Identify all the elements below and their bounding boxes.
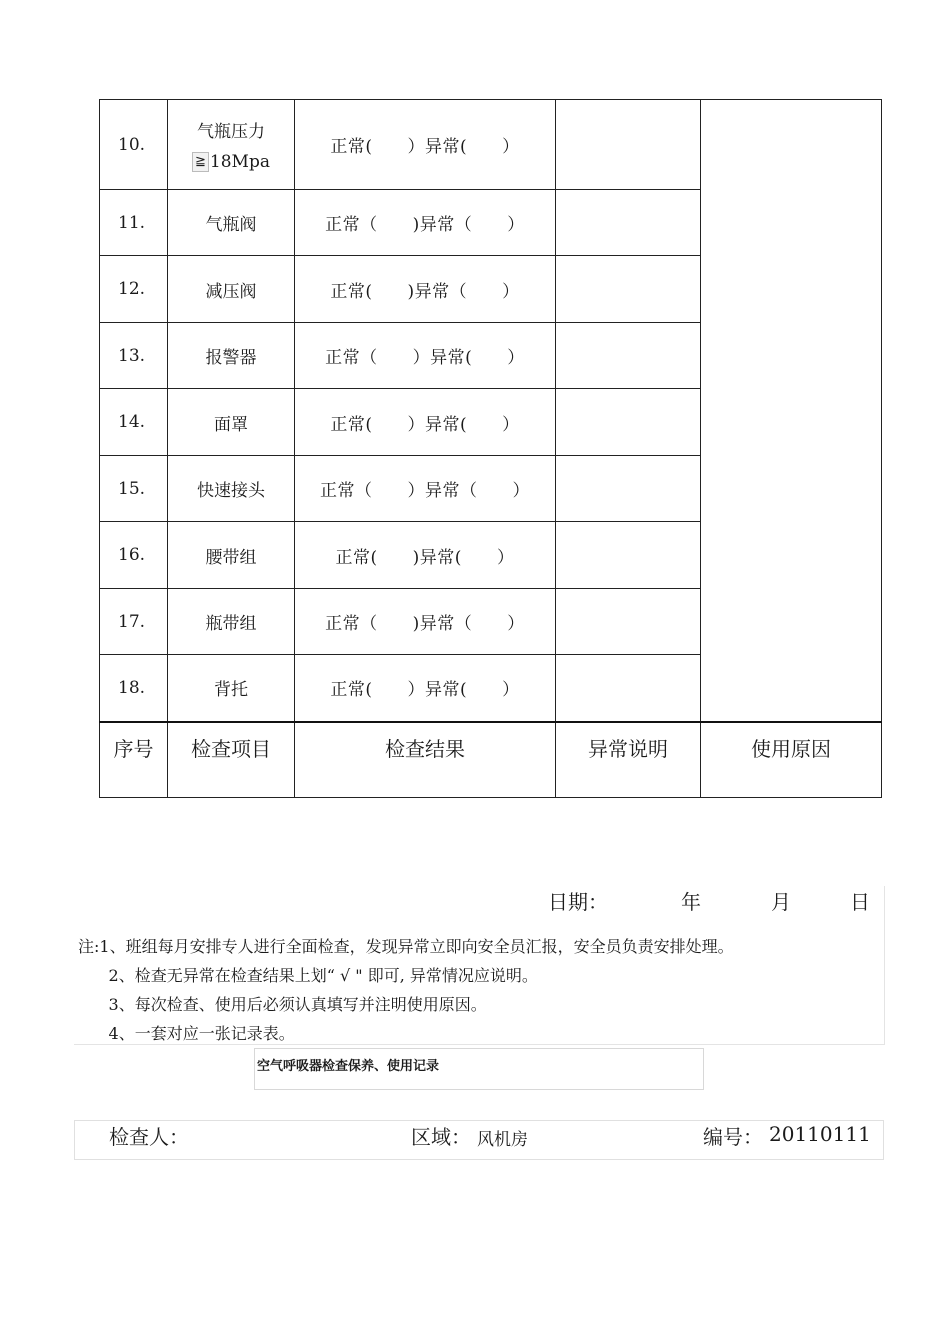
note-line: 3、每次检查、使用后必须认真填写并注明使用原因。	[78, 995, 487, 1014]
item-line1: 气瓶压力	[197, 121, 265, 142]
row-result[interactable]: 正常（ )异常（ ）	[295, 190, 556, 256]
row-abnormal-note[interactable]	[556, 323, 701, 389]
row-number: 11.	[100, 190, 168, 256]
row-item: 背托	[168, 655, 295, 722]
caption-box	[254, 1048, 704, 1090]
row-item: 气瓶阀	[168, 190, 295, 256]
row-number: 17.	[100, 589, 168, 655]
pressure-value: 18Mpa	[209, 151, 270, 172]
row-item: 快速接头	[168, 456, 295, 522]
date-label: 日期：	[548, 890, 608, 914]
row-abnormal-note[interactable]	[556, 522, 701, 589]
row-abnormal-note[interactable]	[556, 589, 701, 655]
row-result[interactable]: 正常( )异常（ ）	[295, 256, 556, 323]
note-line: 4、一套对应一张记录表。	[78, 1024, 295, 1043]
row-item: 瓶带组	[168, 589, 295, 655]
inspector-label: 检查人：	[109, 1125, 189, 1149]
notes	[78, 932, 734, 1048]
row-number: 13.	[100, 323, 168, 389]
row-abnormal-note[interactable]	[556, 190, 701, 256]
number-label: 编号：	[703, 1125, 763, 1149]
date-month: 月	[771, 890, 791, 914]
row-number: 16.	[100, 522, 168, 589]
row-result[interactable]: 正常( ）异常( ）	[295, 100, 556, 190]
table-header-row	[100, 722, 882, 798]
row-result[interactable]: 正常（ ）异常( ）	[295, 323, 556, 389]
usage-reason-cell[interactable]	[701, 100, 882, 722]
row-result[interactable]: 正常（ )异常（ ）	[295, 589, 556, 655]
row-result[interactable]: 正常（ ）异常（ ）	[295, 456, 556, 522]
row-item: 腰带组	[168, 522, 295, 589]
greater-equal-icon: ≧	[192, 152, 209, 172]
table-row	[100, 100, 882, 190]
date-year: 年	[681, 890, 701, 914]
row-item: 减压阀	[168, 256, 295, 323]
row-number: 15.	[100, 456, 168, 522]
area-value: 风机房	[477, 1130, 528, 1150]
header-item: 检查项目	[168, 722, 295, 798]
number-value: 20110111	[769, 1122, 871, 1146]
item-line2	[192, 152, 270, 173]
row-number: 10.	[100, 100, 168, 190]
header-num: 序号	[100, 722, 168, 798]
row-result[interactable]: 正常( ）异常( ）	[295, 389, 556, 456]
form-caption: 空气呼吸器检查保养、使用记录	[257, 1059, 440, 1074]
row-abnormal-note[interactable]	[556, 389, 701, 456]
note-line: 注:1、班组每月安排专人进行全面检查，发现异常立即向安全员汇报，安全员负责安排处理。	[78, 937, 734, 956]
row-number: 18.	[100, 655, 168, 722]
row-number: 12.	[100, 256, 168, 323]
row-item: 报警器	[168, 323, 295, 389]
row-number: 14.	[100, 389, 168, 456]
row-abnormal-note[interactable]	[556, 100, 701, 190]
date-line	[0, 886, 950, 916]
header-reason: 使用原因	[701, 722, 882, 798]
header-abnormal: 异常说明	[556, 722, 701, 798]
row-abnormal-note[interactable]	[556, 655, 701, 722]
area-label: 区域：	[411, 1125, 471, 1149]
header-result: 检查结果	[295, 722, 556, 798]
footer	[74, 1120, 884, 1160]
row-abnormal-note[interactable]	[556, 456, 701, 522]
date-day: 日	[850, 890, 870, 914]
note-line: 2、检查无异常在检查结果上划“ √ " 即可, 异常情况应说明。	[78, 966, 538, 985]
record-table	[99, 99, 882, 798]
row-result[interactable]: 正常( )异常( ）	[295, 522, 556, 589]
row-result[interactable]: 正常( ）异常( ）	[295, 655, 556, 722]
row-item: 面罩	[168, 389, 295, 456]
inspection-table	[99, 99, 881, 798]
row-item	[168, 100, 295, 190]
row-abnormal-note[interactable]	[556, 256, 701, 323]
